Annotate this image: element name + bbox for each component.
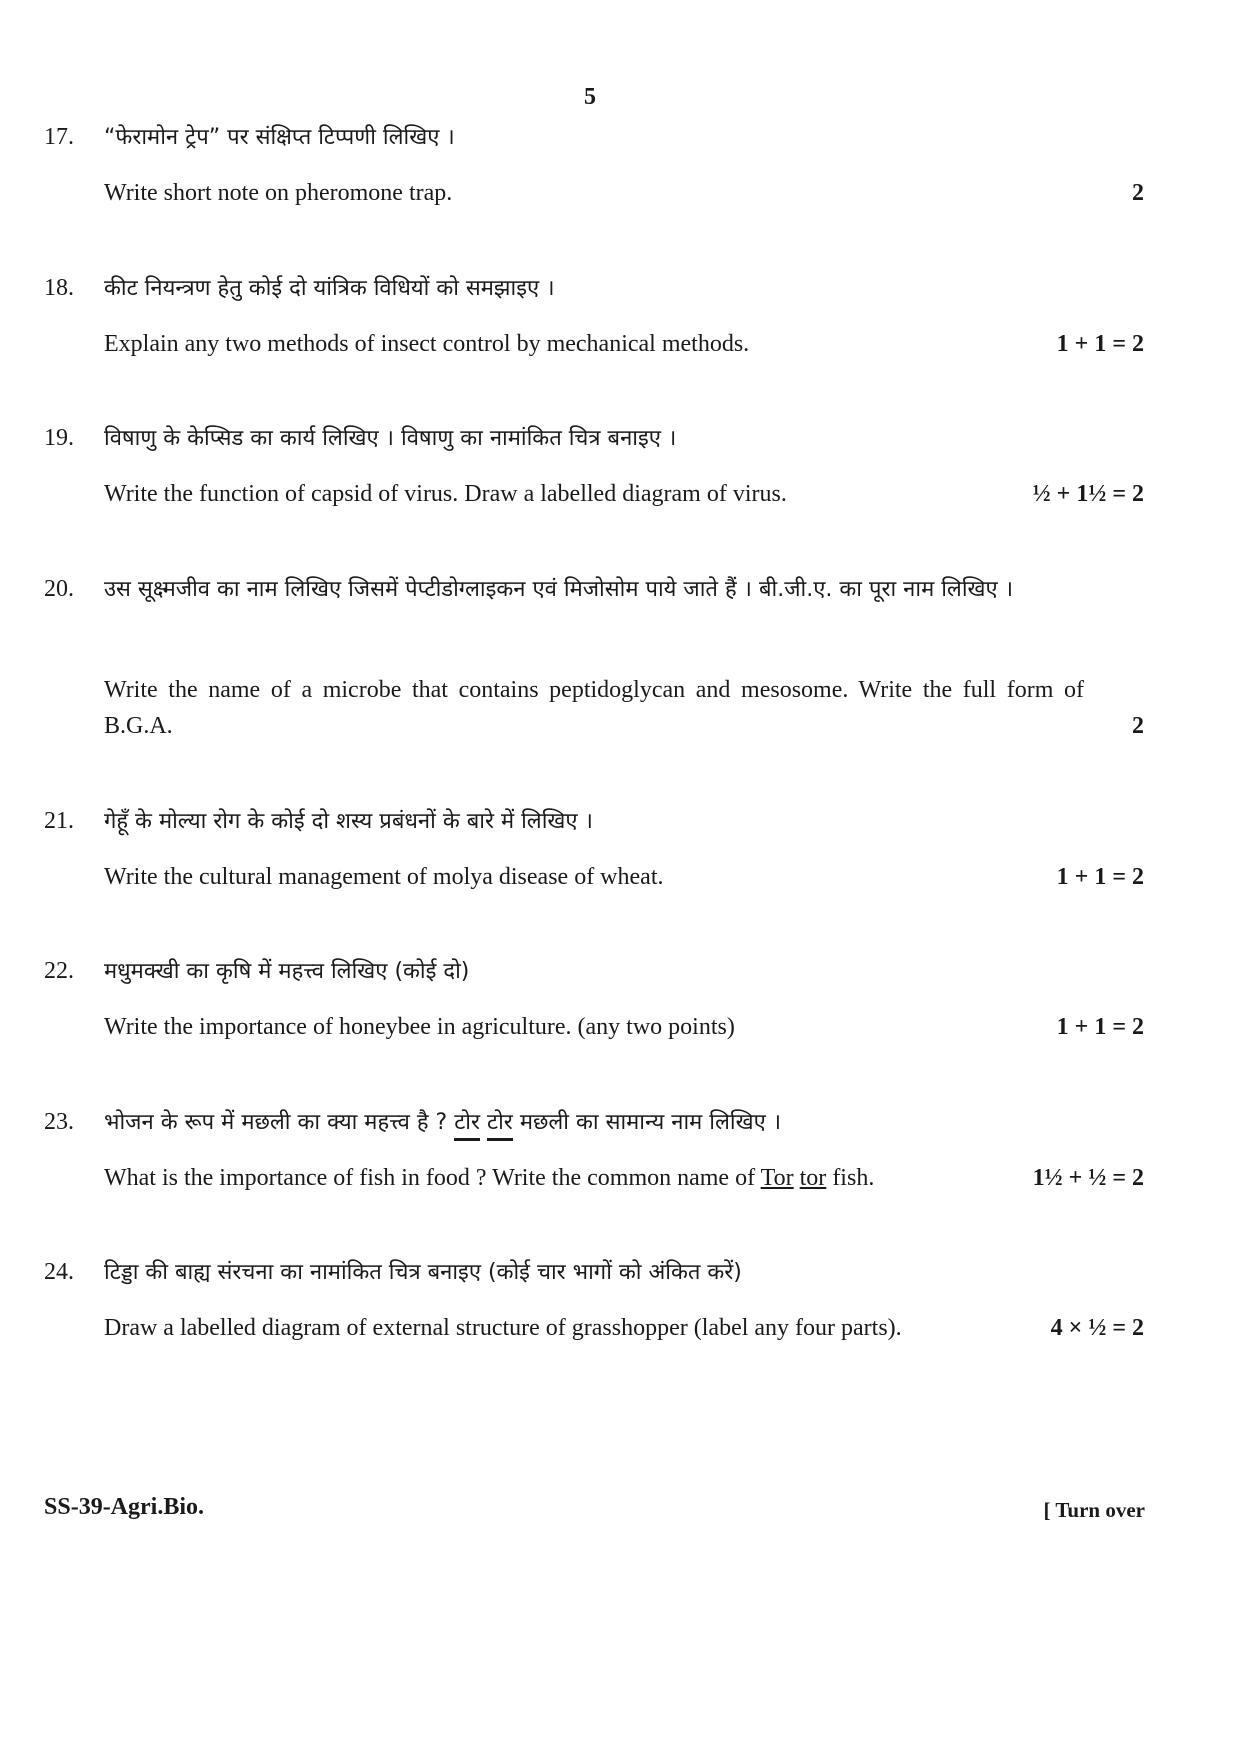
question-marks: 2 [1132, 180, 1144, 206]
english-text-part: What is the importance of fish in food ? Write the common name of [104, 1165, 756, 1191]
question-english-text: Write the cultural management of molya disease of wheat. [104, 864, 664, 890]
question-number: 22. [44, 958, 74, 984]
question-number: 23. [44, 1109, 74, 1135]
english-text-part: fish. [832, 1165, 875, 1191]
question-hindi-text: कीट नियन्त्रण हेतु कोई दो यांत्रिक विधियों को समझाइए । [104, 276, 555, 301]
question-number: 18. [44, 275, 74, 301]
question-hindi-text: विषाणु के केप्सिड का कार्य लिखिए । विषाणु का नामांकित चित्र बनाइए । [104, 426, 677, 451]
question-number: 21. [44, 808, 74, 834]
question-english-text: Explain any two methods of insect control by mechanical methods. [104, 331, 750, 357]
hindi-genus-underlined: टोर [454, 1108, 480, 1141]
question-hindi-text [104, 1098, 1129, 1148]
hindi-species-underlined: टोर [487, 1108, 513, 1141]
question-marks: 1 + 1 = 2 [1056, 864, 1144, 890]
question-hindi-text: टिड्डा की बाह्य संरचना का नामांकित चित्र बनाइए (कोई चार भागों को अंकित करें) [104, 1260, 742, 1285]
hindi-text-part: भोजन के रूप में मछली का क्या महत्त्व है ? [104, 1110, 448, 1135]
question-marks: 2 [1132, 713, 1144, 739]
question-english-text: Write the function of capsid of virus. Draw a labelled diagram of virus. [104, 481, 787, 507]
english-genus-underlined: Tor [760, 1165, 794, 1191]
question-english-text: Write the name of a microbe that contains peptidoglycan and mesosome. Write the full form of B.G.A. [104, 677, 1084, 739]
question-hindi-text: गेहूँ के मोल्या रोग के कोई दो शस्य प्रबंधनों के बारे में लिखिए । [104, 809, 593, 834]
question-marks: 1 + 1 = 2 [1056, 331, 1144, 357]
question-marks: 1 + 1 = 2 [1056, 1014, 1144, 1040]
question-english-text [104, 1159, 1129, 1197]
hindi-text-part: मछली का सामान्य नाम लिखिए । [519, 1110, 782, 1135]
question-number: 17. [44, 124, 74, 150]
question-marks: ½ + 1½ = 2 [1032, 481, 1144, 507]
question-hindi-text: “फेरामोन ट्रेप” पर संक्षिप्त टिप्पणी लिखिए । [104, 125, 455, 150]
question-number: 19. [44, 425, 74, 451]
paper-code: SS-39-Agri.Bio. [44, 1494, 205, 1520]
question-number: 20. [44, 576, 74, 602]
question-english-text: Write the importance of honeybee in agriculture. (any two points) [104, 1014, 735, 1040]
question-english-text: Draw a labelled diagram of external structure of grasshopper (label any four parts). [104, 1315, 902, 1341]
question-hindi-text: मधुमक्खी का कृषि में महत्त्व लिखिए (कोई दो) [104, 959, 470, 984]
page-number: 5 [584, 84, 596, 110]
question-english-text: Write short note on pheromone trap. [104, 180, 453, 206]
question-number: 24. [44, 1259, 74, 1285]
question-hindi-text: उस सूक्ष्मजीव का नाम लिखिए जिसमें पेप्टीडोग्लाइकन एवं मिजोसोम पाये जाते हैं । बी.जी.ए. का पूरा नाम लिखिए । [104, 577, 1014, 602]
english-species-underlined: tor [799, 1165, 827, 1191]
turn-over-label: [ Turn over [1043, 1498, 1145, 1522]
question-marks: 1½ + ½ = 2 [1032, 1165, 1144, 1191]
question-marks: 4 × ½ = 2 [1050, 1315, 1144, 1341]
